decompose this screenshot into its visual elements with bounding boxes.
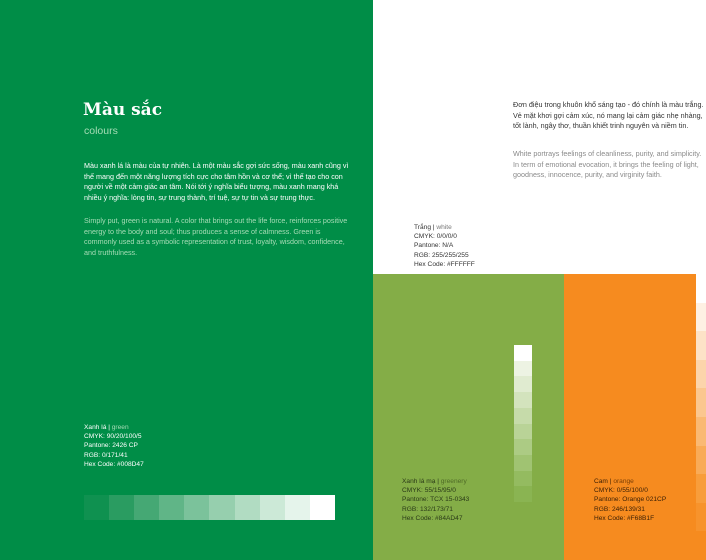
pantone-value: Pantone: 2426 CP bbox=[84, 442, 138, 450]
pantone-value: Pantone: TCX 15-0343 bbox=[402, 496, 470, 504]
tint-swatch bbox=[514, 455, 532, 471]
tint-swatch bbox=[514, 439, 532, 455]
tint-swatch bbox=[209, 495, 234, 520]
hex-value: Hex Code: #FFFFFF bbox=[414, 260, 475, 268]
rgb-value: RGB: 132/173/71 bbox=[402, 505, 453, 513]
tint-swatch bbox=[514, 424, 532, 440]
cmyk-value: CMYK: 0/55/100/0 bbox=[594, 487, 648, 495]
color-name: Cam bbox=[594, 478, 608, 485]
color-name-row: Xanh lá | green bbox=[84, 424, 129, 431]
tint-swatch bbox=[696, 274, 706, 303]
green-description-en: Simply put, green is natural. A color that brings out the life force, reinforces positive energy to the body and soul; thus produces a sense of calmness. Green is commonly used as a symbolic representation of trust, loyalty, wisdom, confidence, and truthfulness. bbox=[84, 216, 348, 257]
tint-swatch bbox=[514, 392, 532, 408]
color-name: Xanh lá mạ bbox=[402, 478, 436, 485]
orange-color-spec bbox=[594, 477, 666, 523]
green-tint-strip bbox=[84, 495, 335, 520]
tint-swatch bbox=[696, 360, 706, 389]
color-name-en: orange bbox=[613, 478, 634, 485]
tint-swatch bbox=[696, 417, 706, 446]
tint-swatch bbox=[235, 495, 260, 520]
page-title: Màu sắc bbox=[83, 100, 163, 120]
tint-swatch bbox=[696, 474, 706, 503]
tint-swatch bbox=[260, 495, 285, 520]
tint-swatch bbox=[184, 495, 209, 520]
hex-value: Hex Code: #008D47 bbox=[84, 460, 144, 468]
tint-swatch bbox=[514, 486, 532, 502]
white-color-spec bbox=[414, 223, 475, 269]
orange-tint-strip bbox=[696, 274, 706, 560]
green-description-vi: Màu xanh lá là màu của tự nhiên. Là một màu sắc gợi sức sống, màu xanh cũng vì thế mang đến một năng lượng tích cực cho tâm hồn và cơ thể; vì thế tạo cho con người về một cảm giác an tâm. Nói tới ý nghĩa biểu tượng, màu xanh mang khá nhiều ý nghĩa: lòng tin, sự trung thành, trí tuệ, sự tự tin và sự trung thực. bbox=[84, 161, 349, 202]
pantone-value: Pantone: Orange 021CP bbox=[594, 496, 667, 504]
color-name-en: green bbox=[111, 424, 129, 431]
color-name: Xanh lá bbox=[84, 424, 107, 431]
color-name-en: white bbox=[436, 224, 452, 231]
greenery-tint-strip bbox=[514, 345, 532, 502]
hex-value: Hex Code: #84AD47 bbox=[402, 514, 463, 522]
cmyk-value: CMYK: 0/0/0/0 bbox=[414, 233, 457, 241]
tint-swatch bbox=[310, 495, 335, 520]
cmyk-value: CMYK: 55/15/95/0 bbox=[402, 487, 456, 495]
tint-swatch bbox=[285, 495, 310, 520]
hex-value: Hex Code: #F68B1F bbox=[594, 514, 655, 522]
tint-swatch bbox=[696, 303, 706, 332]
greenery-color-spec bbox=[402, 477, 469, 523]
cmyk-value: CMYK: 90/20/100/5 bbox=[84, 433, 142, 441]
tint-swatch bbox=[696, 446, 706, 475]
tint-swatch bbox=[514, 471, 532, 487]
rgb-value: RGB: 246/139/31 bbox=[594, 505, 645, 513]
tint-swatch bbox=[696, 331, 706, 360]
tint-swatch bbox=[134, 495, 159, 520]
color-name-row: Cam | orange bbox=[594, 478, 634, 485]
green-color-spec bbox=[84, 423, 144, 469]
tint-swatch bbox=[514, 361, 532, 377]
pantone-value: Pantone: N/A bbox=[414, 242, 454, 250]
tint-swatch bbox=[696, 531, 706, 560]
tint-swatch bbox=[514, 376, 532, 392]
color-name-en: greenery bbox=[440, 478, 467, 485]
white-description-en: White portrays feelings of cleanliness, purity, and simplicity. In term of emotional evocation, it brings the feeling of light, goodness, innocence, purity, and virginity faith. bbox=[513, 149, 702, 179]
tint-swatch bbox=[696, 503, 706, 532]
rgb-value: RGB: 0/171/41 bbox=[84, 451, 128, 459]
tint-swatch bbox=[84, 495, 109, 520]
white-description-vi: Đơn điệu trong khuôn khổ sáng tạo - đó chính là màu trắng. Vẻ mặt khơi gợi cảm xúc, nó mang lại cảm giác nhẹ nhàng, tốt lành, ngây thơ, thuần khiết trinh nguyên và niềm tin. bbox=[513, 100, 704, 130]
color-name-row: Xanh lá mạ | greenery bbox=[402, 478, 467, 485]
rgb-value: RGB: 255/255/255 bbox=[414, 251, 469, 259]
color-name: Trắng bbox=[414, 224, 431, 231]
tint-swatch bbox=[514, 408, 532, 424]
color-name-row: Trắng | white bbox=[414, 224, 452, 231]
tint-swatch bbox=[109, 495, 134, 520]
page-subtitle: colours bbox=[84, 125, 118, 137]
tint-swatch bbox=[696, 388, 706, 417]
tint-swatch bbox=[159, 495, 184, 520]
tint-swatch bbox=[514, 345, 532, 361]
